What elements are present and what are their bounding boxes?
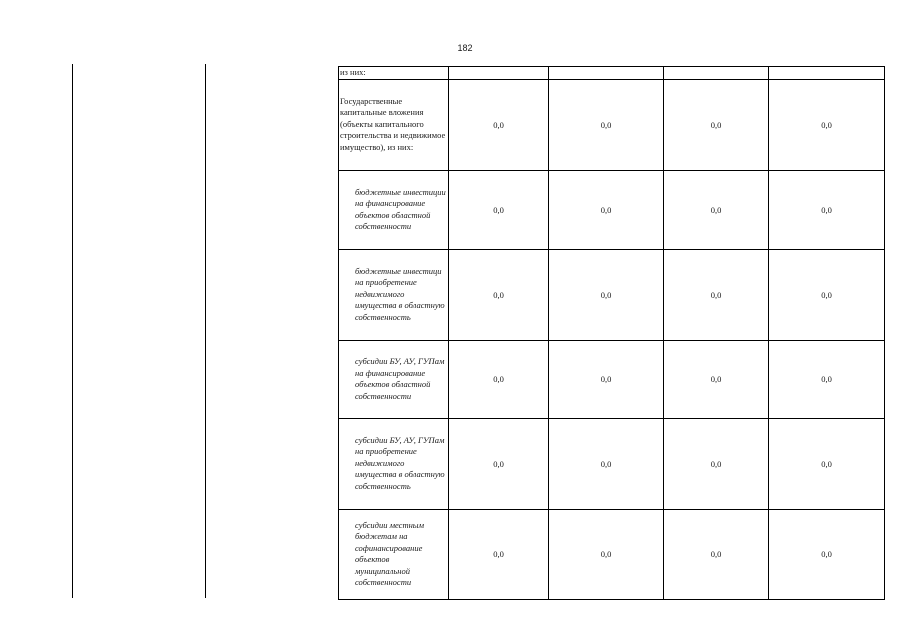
value-cell: 0,0 [549,509,664,599]
value-cell: 0,0 [449,509,549,599]
row-label: субсидии БУ, АУ, ГУПам на приобретение недвижимого имущества в областную собственность [339,418,449,509]
value-cell: 0,0 [449,79,549,170]
value-cell [664,67,769,80]
value-cell: 0,0 [769,340,885,418]
value-cell: 0,0 [664,340,769,418]
row-label: бюджетные инвестици на приобретение недвижимого имущества в областную собственность [339,249,449,340]
table-row [339,249,885,340]
row-label: Государственные капитальные вложения (объекты капитального строительства и недвижимое имущество), из них: [339,79,449,170]
table-row [339,79,885,170]
value-cell: 0,0 [769,170,885,249]
value-cell: 0,0 [449,340,549,418]
value-cell: 0,0 [664,418,769,509]
row-label: субсидии местным бюджетам на софинансирование объектов муниципальной собственности [339,509,449,599]
table-row [339,418,885,509]
value-cell: 0,0 [449,170,549,249]
value-cell [769,67,885,80]
value-cell: 0,0 [549,340,664,418]
value-cell: 0,0 [769,418,885,509]
value-cell [449,67,549,80]
row-label: из них: [339,67,449,80]
value-cell: 0,0 [549,79,664,170]
table-row [339,340,885,418]
page-number: 182 [457,43,473,53]
value-cell: 0,0 [769,509,885,599]
table-row [339,170,885,249]
row-label: бюджетные инвестиции на финансирование объектов областной собственности [339,170,449,249]
table-row [339,509,885,599]
value-cell: 0,0 [664,79,769,170]
column-divider-left [72,64,73,598]
value-cell: 0,0 [769,79,885,170]
value-cell: 0,0 [664,249,769,340]
value-cell: 0,0 [549,418,664,509]
value-cell: 0,0 [449,249,549,340]
value-cell: 0,0 [549,249,664,340]
value-cell: 0,0 [769,249,885,340]
value-cell [549,67,664,80]
column-divider-middle [205,64,206,598]
value-cell: 0,0 [449,418,549,509]
value-cell: 0,0 [664,509,769,599]
value-cell: 0,0 [664,170,769,249]
value-cell: 0,0 [549,170,664,249]
table-row [339,67,885,80]
row-label: субсидии БУ, АУ, ГУПам на финансирование объектов областной собственности [339,340,449,418]
budget-table [338,66,885,600]
